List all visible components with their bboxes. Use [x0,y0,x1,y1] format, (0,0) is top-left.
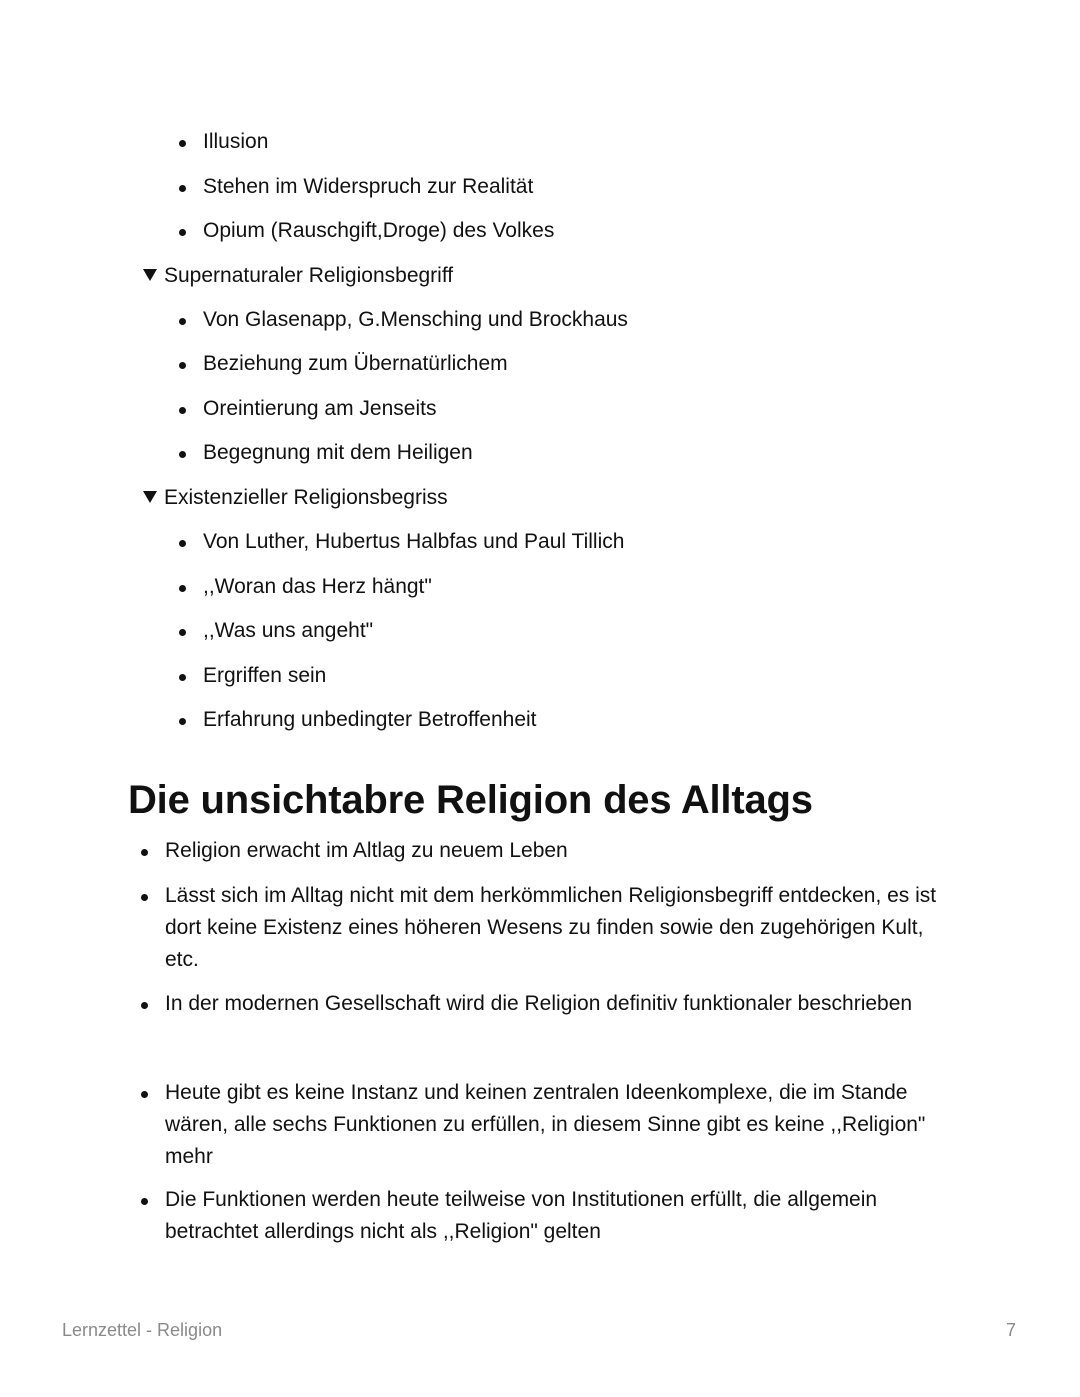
bullet-icon [141,849,148,856]
bullet-icon [179,451,186,458]
triangle-down-icon[interactable] [143,491,157,503]
list-item-text: Illusion [203,130,269,153]
bullet-icon [179,629,186,636]
bullet-icon [141,894,148,901]
bullet-icon [179,318,186,325]
list-item-text: ,,Was uns angeht" [203,619,374,642]
bullet-icon [179,185,186,192]
list-item-text: Religion erwacht im Altlag zu neuem Leben [165,839,568,862]
bullet-icon [179,407,186,414]
toggle-title: Supernaturaler Religionsbegriff [164,264,454,287]
triangle-down-icon[interactable] [143,269,157,281]
bullet-icon [179,362,186,369]
list-item-text: Stehen im Widerspruch zur Realität [203,175,534,198]
bullet-icon [141,1198,148,1205]
list-item-text: Oreintierung am Jenseits [203,397,437,420]
toggle-title: Existenzieller Religionsbegriss [164,486,448,509]
list-item-text: Erfahrung unbedingter Betroffenheit [203,708,537,731]
bullet-icon [141,1002,148,1009]
bullet-icon [179,674,186,681]
list-item-text: Beziehung zum Übernatürlichem [203,352,508,375]
list-item-text: Die Funktionen werden heute teilweise von Institutionen erfüllt, die allgemein betrachtet allerdings nicht als ,,Religion" gelten [165,1188,878,1243]
bullet-icon [179,540,186,547]
list-item-text: Heute gibt es keine Instanz und keinen zentralen Ideenkomplexe, die im Stande wären, alle sechs Funktionen zu erfüllen, in diesem Sinne gibt es keine ,,Religion" mehr [165,1081,926,1168]
list-item-text: Lässt sich im Alltag nicht mit dem herkömmlichen Religionsbegriff entdecken, es ist dort keine Existenz eines höheren Wesens zu finden sowie den zugehörigen Kult, etc. [165,884,937,971]
list-item-text: In der modernen Gesellschaft wird die Religion definitiv funktionaler beschrieben [165,992,913,1015]
list-item-text: Von Glasenapp, G.Mensching und Brockhaus [203,308,628,331]
page-number: 7 [1006,1320,1017,1340]
footer-title: Lernzettel - Religion [62,1320,223,1340]
list-item-text: Von Luther, Hubertus Halbfas und Paul Tillich [203,530,625,553]
bullet-icon [179,229,186,236]
list-item-text: ,,Woran das Herz hängt" [203,575,432,598]
list-item-text: Opium (Rauschgift,Droge) des Volkes [203,219,555,242]
section-heading: Die unsichtabre Religion des Alltags [128,778,813,822]
bullet-icon [179,585,186,592]
list-item-text: Ergriffen sein [203,664,327,687]
bullet-icon [141,1091,148,1098]
bullet-icon [179,140,186,147]
list-item-text: Begegnung mit dem Heiligen [203,441,473,464]
bullet-icon [179,718,186,725]
